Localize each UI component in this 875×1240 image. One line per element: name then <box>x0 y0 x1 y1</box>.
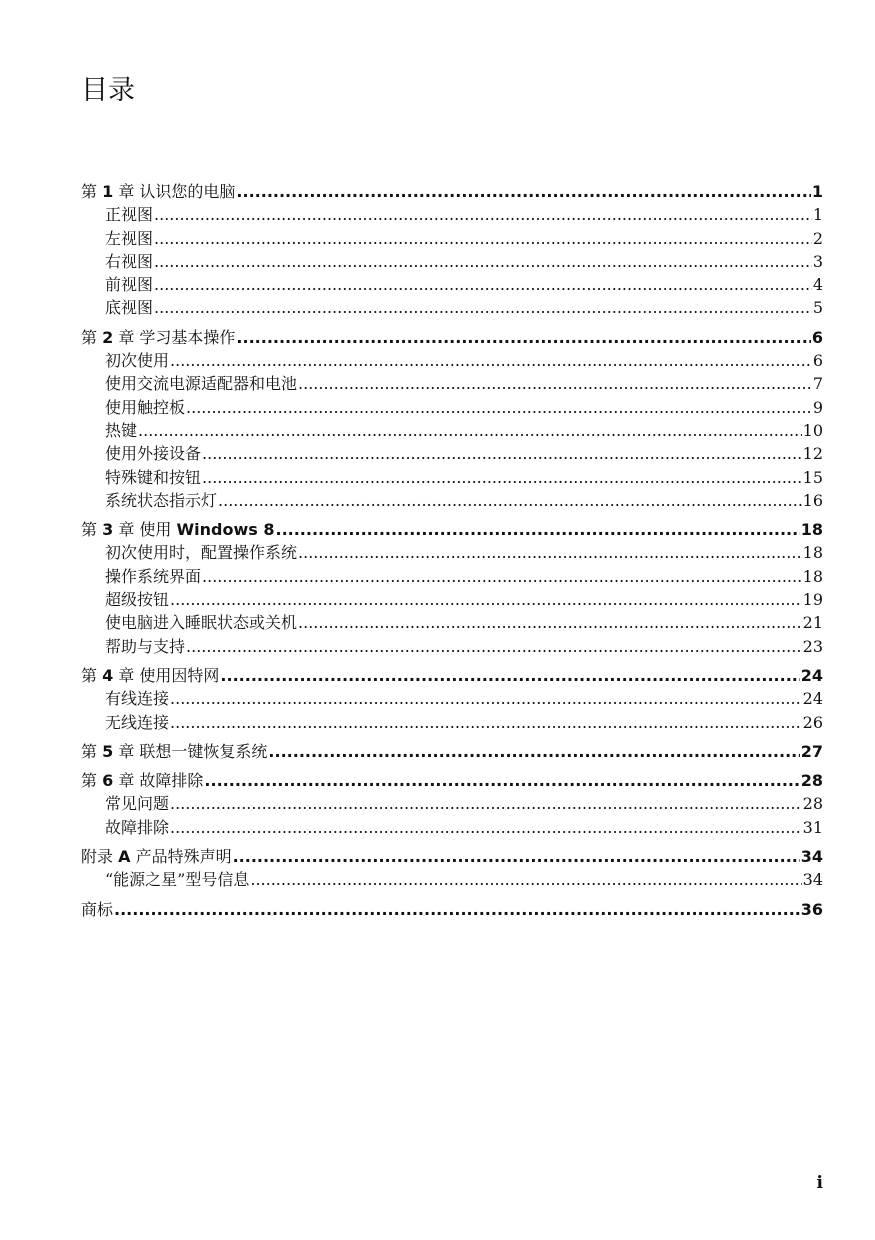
dot-leader <box>170 816 802 839</box>
toc-entry-label: 故障排除 <box>105 817 170 837</box>
dot-leader <box>236 326 810 349</box>
toc-section-entry[interactable] <box>81 489 823 512</box>
toc-section-entry[interactable] <box>81 541 823 564</box>
page-number: i <box>816 1173 823 1193</box>
toc-entry-page: 21 <box>802 613 823 633</box>
toc-section-entry[interactable] <box>81 203 823 226</box>
toc-section-entry[interactable] <box>81 466 823 489</box>
dot-leader <box>154 250 812 273</box>
dot-leader <box>154 296 812 319</box>
toc-entry-page: 18 <box>802 543 823 563</box>
toc-entry-page: 23 <box>802 636 823 656</box>
toc-entry-page: 10 <box>802 420 823 440</box>
page-title: 目录 <box>81 75 135 106</box>
dot-leader <box>298 372 812 395</box>
toc-chapter-entry[interactable] <box>81 180 823 203</box>
dot-leader <box>218 489 802 512</box>
toc-chapter-entry[interactable] <box>81 664 823 687</box>
toc-entry-label: 使用外接设备 <box>105 444 202 464</box>
table-of-contents <box>81 180 823 921</box>
dot-leader <box>250 868 801 891</box>
toc-entry-page: 31 <box>802 817 823 837</box>
toc-entry-page: 5 <box>812 298 823 318</box>
toc-chapter-entry[interactable] <box>81 518 823 541</box>
dot-leader <box>170 792 802 815</box>
toc-entry-label: 常见问题 <box>105 794 170 814</box>
dot-leader <box>170 711 802 734</box>
toc-entry-page: 19 <box>802 590 823 610</box>
toc-entry-label: 使用交流电源适配器和电池 <box>105 374 298 394</box>
toc-entry-page: 27 <box>800 741 823 761</box>
dot-leader <box>154 273 812 296</box>
toc-entry-label: 有线连接 <box>105 689 170 709</box>
toc-entry-label: 前视图 <box>105 275 154 295</box>
toc-section-entry[interactable] <box>81 442 823 465</box>
toc-entry-label: 热键 <box>105 420 138 440</box>
dot-leader <box>275 518 799 541</box>
toc-section-entry[interactable] <box>81 611 823 634</box>
toc-entry-page: 3 <box>812 251 823 271</box>
toc-entry-label: 使电脑进入睡眠状态或关机 <box>105 613 298 633</box>
toc-entry-label: 帮助与支持 <box>105 636 186 656</box>
toc-entry-page: 34 <box>802 870 823 890</box>
toc-section-entry[interactable] <box>81 227 823 250</box>
toc-section-entry[interactable] <box>81 349 823 372</box>
toc-entry-page: 7 <box>812 374 823 394</box>
dot-leader <box>233 845 800 868</box>
toc-section-entry[interactable] <box>81 396 823 419</box>
dot-leader <box>154 227 812 250</box>
toc-entry-page: 18 <box>800 520 823 540</box>
toc-section-entry[interactable] <box>81 868 823 891</box>
toc-entry-page: 24 <box>800 665 823 685</box>
toc-entry-page: 28 <box>800 771 823 791</box>
toc-entry-page: 4 <box>812 275 823 295</box>
toc-entry-page: 6 <box>811 327 823 347</box>
toc-entry-label: 第 1 章 认识您的电脑 <box>81 182 236 201</box>
toc-entry-page: 1 <box>812 205 823 225</box>
toc-entry-page: 2 <box>812 228 823 248</box>
toc-entry-label: 操作系统界面 <box>105 566 202 586</box>
dot-leader <box>170 349 812 372</box>
toc-entry-page: 34 <box>800 847 823 867</box>
toc-section-entry[interactable] <box>81 372 823 395</box>
toc-section-entry[interactable] <box>81 273 823 296</box>
toc-chapter-entry[interactable] <box>81 769 823 792</box>
dot-leader <box>170 687 802 710</box>
dot-leader <box>154 203 812 226</box>
dot-leader <box>204 769 799 792</box>
toc-section-entry[interactable] <box>81 635 823 658</box>
toc-section-entry[interactable] <box>81 250 823 273</box>
toc-chapter-entry[interactable] <box>81 326 823 349</box>
toc-entry-page: 1 <box>811 182 823 201</box>
toc-entry-label: 商标 <box>81 899 114 919</box>
dot-leader <box>138 419 802 442</box>
dot-leader <box>298 611 802 634</box>
dot-leader <box>220 664 799 687</box>
toc-entry-label: 第 3 章 使用 Windows 8 <box>81 520 275 540</box>
toc-section-entry[interactable] <box>81 419 823 442</box>
toc-entry-label: 初次使用 <box>105 351 170 371</box>
toc-chapter-entry[interactable] <box>81 898 823 921</box>
dot-leader <box>202 442 802 465</box>
toc-section-entry[interactable] <box>81 711 823 734</box>
toc-entry-label: 正视图 <box>105 205 154 225</box>
toc-entry-label: 底视图 <box>105 298 154 318</box>
toc-entry-label: 超级按钮 <box>105 590 170 610</box>
dot-leader <box>170 588 802 611</box>
toc-section-entry[interactable] <box>81 565 823 588</box>
toc-entry-page: 9 <box>812 397 823 417</box>
toc-entry-page: 18 <box>802 566 823 586</box>
dot-leader <box>202 466 802 489</box>
toc-entry-page: 24 <box>802 689 823 709</box>
dot-leader <box>236 180 810 203</box>
dot-leader <box>186 396 812 419</box>
toc-entry-page: 28 <box>802 794 823 814</box>
toc-entry-label: 右视图 <box>105 251 154 271</box>
toc-chapter-entry[interactable] <box>81 845 823 868</box>
toc-section-entry[interactable] <box>81 792 823 815</box>
toc-entry-label: 第 6 章 故障排除 <box>81 771 204 791</box>
toc-section-entry[interactable] <box>81 296 823 319</box>
toc-entry-label: 左视图 <box>105 228 154 248</box>
toc-entry-label: 第 4 章 使用因特网 <box>81 665 220 685</box>
dot-leader <box>114 898 800 921</box>
toc-entry-label: 特殊键和按钮 <box>105 467 202 487</box>
toc-section-entry[interactable] <box>81 588 823 611</box>
toc-entry-label: 系统状态指示灯 <box>105 490 218 510</box>
toc-entry-label: “能源之星”型号信息 <box>105 870 250 890</box>
toc-entry-page: 12 <box>802 444 823 464</box>
toc-entry-page: 36 <box>800 899 823 919</box>
toc-section-entry[interactable] <box>81 687 823 710</box>
dot-leader <box>298 541 802 564</box>
toc-chapter-entry[interactable] <box>81 740 823 763</box>
toc-section-entry[interactable] <box>81 816 823 839</box>
toc-entry-label: 无线连接 <box>105 712 170 732</box>
toc-entry-label: 初次使用时，配置操作系统 <box>105 543 298 563</box>
toc-entry-page: 26 <box>802 712 823 732</box>
toc-entry-label: 使用触控板 <box>105 397 186 417</box>
dot-leader <box>202 565 802 588</box>
dot-leader <box>186 635 802 658</box>
dot-leader <box>268 740 799 763</box>
toc-entry-label: 第 2 章 学习基本操作 <box>81 327 236 347</box>
toc-entry-label: 附录 A 产品特殊声明 <box>81 847 232 867</box>
toc-entry-page: 16 <box>802 490 823 510</box>
toc-entry-label: 第 5 章 联想一键恢复系统 <box>81 741 268 761</box>
toc-entry-page: 15 <box>802 467 823 487</box>
toc-entry-page: 6 <box>812 351 823 371</box>
